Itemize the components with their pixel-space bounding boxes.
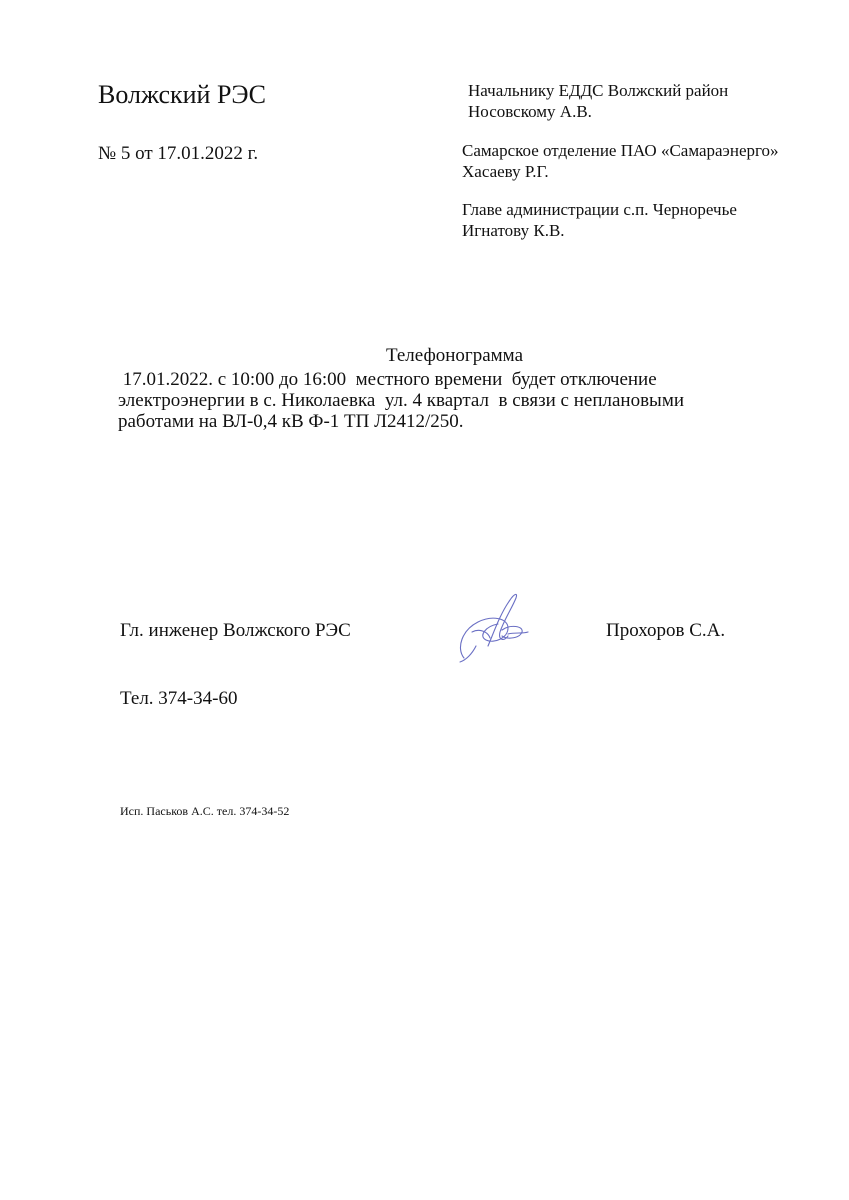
addressee-name: Хасаеву Р.Г. [462, 162, 549, 181]
executor-info: Исп. Паськов А.С. тел. 374-34-52 [120, 804, 290, 818]
signer-position: Гл. инженер Волжского РЭС [120, 620, 351, 641]
handwritten-signature [452, 588, 552, 670]
signature-strokes [460, 594, 528, 662]
signer-name: Прохоров С.А. [606, 620, 726, 641]
body-line: работами на ВЛ-0,4 кВ Ф-1 ТП Л2412/250. [118, 411, 464, 432]
addressee-name: Игнатову К.В. [462, 221, 565, 240]
document-body [118, 369, 758, 432]
addressee-administration [462, 199, 737, 241]
addressee-position: Начальнику ЕДДС Волжский район [468, 81, 729, 100]
addressee-samaraenergo [462, 140, 779, 182]
organization-name: Волжский РЭС [98, 80, 266, 109]
addressee-position: Самарское отделение ПАО «Самараэнерго» [462, 141, 779, 160]
document-title: Телефонограмма [385, 345, 524, 366]
addressee-name: Носовскому А.В. [468, 102, 592, 121]
body-line: 17.01.2022. с 10:00 до 16:00 местного времени будет отключение [118, 369, 657, 390]
signer-phone: Тел. 374-34-60 [120, 688, 238, 709]
addressee-position: Главе администрации с.п. Черноречье [462, 200, 737, 219]
body-line: электроэнергии в с. Николаевка ул. 4 квартал в связи с неплановыми [118, 390, 685, 411]
document-number: № 5 от 17.01.2022 г. [98, 143, 259, 164]
addressee-edds [468, 80, 728, 122]
